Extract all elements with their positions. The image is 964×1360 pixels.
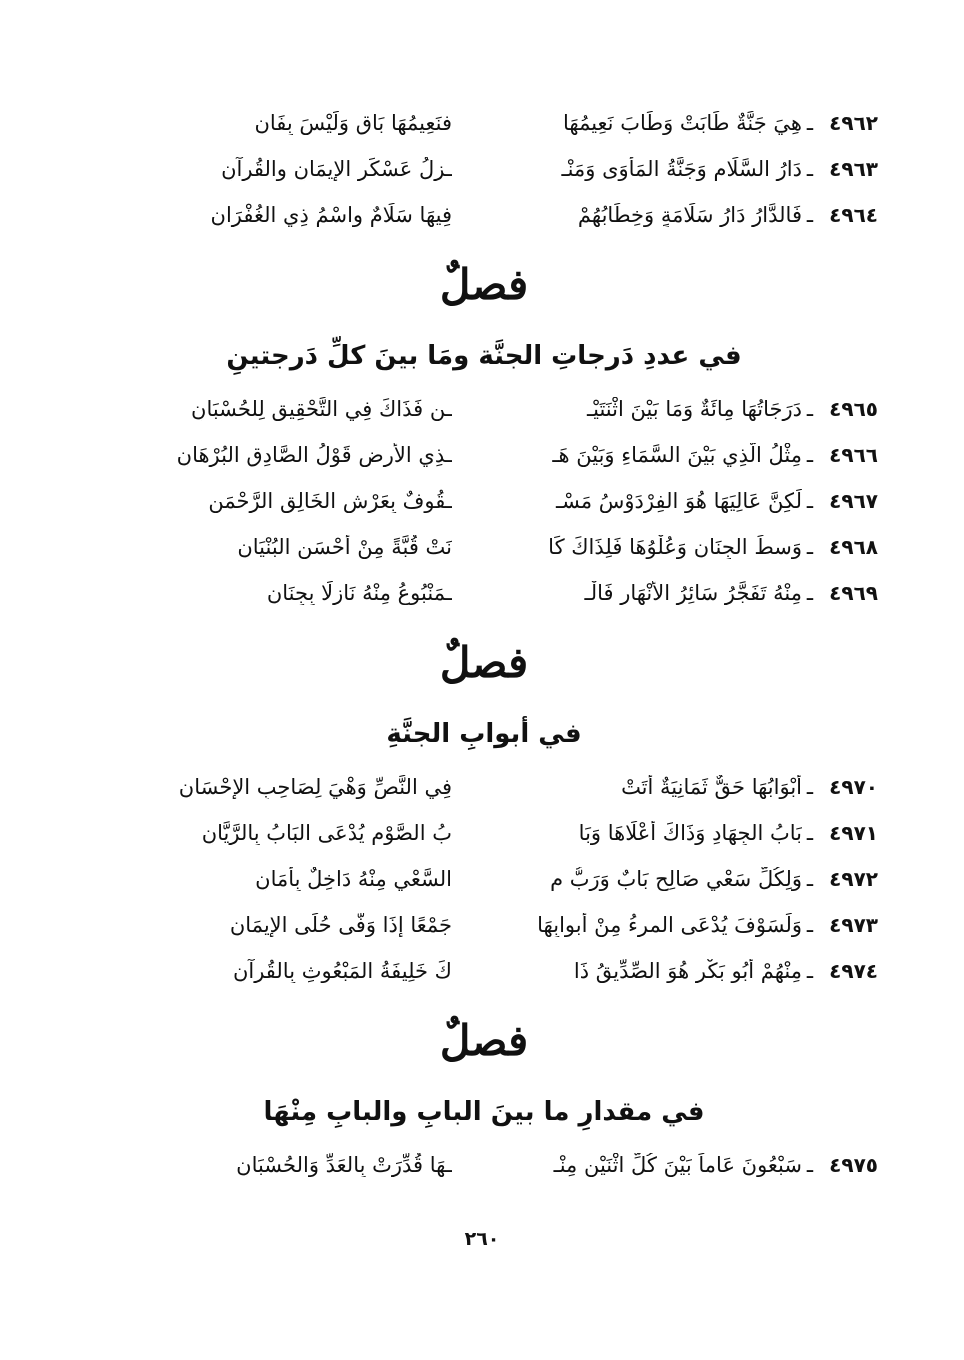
verse-second-hemistich: فِيهَا سَلَامٌ واسْمُ ذِي الغُفْرَانِ	[210, 203, 452, 227]
verse-row	[90, 192, 878, 238]
verse-row	[90, 432, 878, 478]
verse-number: ٤٩٧٢	[829, 867, 878, 891]
verse-row	[90, 524, 878, 570]
verse-dash: ـ	[806, 581, 814, 605]
verse-number: ٤٩٦٢	[829, 111, 878, 135]
verse-second-hemistich: ـذِي الأرضِ قَوْلُ الصَّادِقِ البُرْهَانِ	[176, 443, 452, 467]
verse-row	[90, 100, 878, 146]
verse-row	[90, 856, 878, 902]
verse-first-hemistich: بَابُ الجِهَادِ وَذَاكَ أَعْلَاهَا وَبَا	[578, 821, 802, 845]
verse-dash: ـ	[806, 489, 814, 513]
section-heading: في عددِ دَرجاتِ الجنَّة ومَا بينَ كلِّ دَرجتينِ	[226, 341, 742, 371]
verse-first-hemistich: وَلَسَوْفَ يُدْعَى المرءُ مِنْ أبوابِهَا	[537, 913, 802, 937]
verse-second-hemistich: السَّعْيِ مِنْهُ دَاخِلٌ بِأَمَانِ	[255, 867, 452, 891]
section-marker: فصلٌ	[439, 259, 529, 309]
verse-number: ٤٩٧٤	[829, 959, 878, 983]
verse-dash: ـ	[806, 775, 814, 799]
verse-number: ٤٩٦٧	[829, 489, 878, 513]
verse-dash: ـ	[806, 443, 814, 467]
verse-dash: ـ	[806, 959, 814, 983]
section-marker: فصلٌ	[439, 637, 529, 687]
verse-row	[90, 902, 878, 948]
verse-first-hemistich: أَبْوَابُهَا حَقٌّ ثَمَانِيَةٌ أَتَتْ	[621, 775, 802, 799]
verse-number: ٤٩٧٥	[829, 1153, 878, 1177]
verse-number: ٤٩٦٨	[829, 535, 878, 559]
verse-dash: ـ	[806, 203, 814, 227]
verse-dash: ـ	[806, 1153, 814, 1177]
verse-number: ٤٩٦٦	[829, 443, 878, 467]
verse-dash: ـ	[806, 821, 814, 845]
verse-row	[90, 948, 878, 994]
verse-first-hemistich: وَسطَ الجِنَانِ وَعُلْوُهَا فَلِذَاكَ كَا	[548, 535, 802, 559]
verse-row	[90, 478, 878, 524]
verse-dash: ـ	[806, 397, 814, 421]
verse-row	[90, 1142, 878, 1188]
verse-second-hemistich: ـقُوفٌ بِعَرْشِ الخَالِقِ الرَّحْمَنِ	[208, 489, 452, 513]
verse-first-hemistich: لَكِنَّ عَالِيَهَا هُوَ الفِرْدَوْسُ مَسْـ	[555, 489, 802, 513]
section-3	[90, 994, 878, 1188]
verse-first-hemistich: مِنْهُ تَفَجَّرُ سَائِرُ الأَنْهَارِ فَالْـ	[584, 581, 802, 605]
verse-dash: ـ	[806, 913, 814, 937]
page-content	[90, 100, 878, 1188]
verse-second-hemistich: ـمَنْبُوعُ مِنْهُ نَازِلًا بِجِنَانِ	[266, 581, 452, 605]
page-number: ٢٦٠	[464, 1228, 500, 1250]
verse-row	[90, 146, 878, 192]
section-heading: في مقدارِ ما بينَ البابِ والبابِ مِنْهَا	[263, 1097, 705, 1127]
verse-first-hemistich: هِيَ جَنَّةٌ طَابَتْ وَطَابَ نَعِيمُهَا	[563, 111, 802, 135]
section-heading: في أبوابِ الجنَّةِ	[386, 719, 582, 749]
verse-dash: ـ	[806, 157, 814, 181]
verse-row	[90, 810, 878, 856]
verse-first-hemistich: وَلِكُلِّ سَعْيٍ صَالِحٍ بَابٌ وَرَبُّ م	[550, 867, 802, 891]
verse-dash: ـ	[806, 867, 814, 891]
verse-first-hemistich: دَرَجَاتُهَا مِائَةٌ وَمَا بَيْنَ اثْنَتَيْـ	[586, 397, 802, 421]
verse-number: ٤٩٧٠	[829, 775, 878, 799]
section-2	[90, 616, 878, 994]
verse-number: ٤٩٦٥	[829, 397, 878, 421]
verse-second-hemistich: فنَعِيمُهَا بَاقٍ وَلَيْسَ بِفَانِ	[254, 111, 452, 135]
verse-second-hemistich: فِي النَّصِّ وَهْيَ لِصَاحِبِ الإِحْسَانِ	[178, 775, 452, 799]
verse-first-hemistich: مِثْلُ الَّذِي بَيْنَ السَّمَاءِ وَبَيْنَ هَـ	[552, 443, 802, 467]
verse-first-hemistich: مِنْهُمْ أَبُو بَكْرٍ هُوَ الصِّدِّيقُ ذَا	[573, 959, 802, 983]
verse-second-hemistich: كَ خَلِيفَةُ المَبْعُوثِ بِالقُرآنِ	[232, 959, 452, 983]
verse-row	[90, 570, 878, 616]
verse-second-hemistich: ـهَا قُدِّرَتْ بِالعَدِّ وَالحُسْبَانِ	[236, 1153, 452, 1177]
verse-first-hemistich: دَارُ السَّلَامِ وَجَنَّةُ المَأْوَى وَمَنْـ	[561, 157, 802, 181]
verse-first-hemistich: فَالدَّارُ دَارُ سَلَامَةٍ وَخِطَابُهُمْ	[577, 203, 802, 227]
verse-second-hemistich: جَمْعًا إِذَا وَفَّى حُلَى الإِيمَانِ	[229, 913, 452, 937]
verse-second-hemistich: ـنِ فَذَاكَ فِي التَّحْقِيقِ لِلحُسْبَانِ	[191, 397, 452, 421]
verse-dash: ـ	[806, 111, 814, 135]
verse-number: ٤٩٦٩	[829, 581, 878, 605]
verse-number: ٤٩٦٣	[829, 157, 878, 181]
section-0	[90, 100, 878, 238]
verse-second-hemistich: بُ الصَّوْمِ يُدْعَى البَابُ بِالرَّيَّانِ	[201, 821, 452, 845]
verse-number: ٤٩٧٣	[829, 913, 878, 937]
verse-first-hemistich: سَبْعُونَ عَاماً بَيْنَ كُلِّ اثْنَيْنِ مِنْـ	[553, 1153, 802, 1177]
verse-number: ٤٩٧١	[829, 821, 878, 845]
verse-row	[90, 764, 878, 810]
section-marker: فصلٌ	[439, 1015, 529, 1065]
verse-row	[90, 386, 878, 432]
verse-second-hemistich: نَتْ قُبَّةً مِنْ أَحْسَنِ البُنْيَانِ	[237, 535, 452, 559]
verse-number: ٤٩٦٤	[829, 203, 878, 227]
verse-dash: ـ	[806, 535, 814, 559]
verse-second-hemistich: ـزِلُ عَسْكَرِ الإِيمَانِ والقُرآنِ	[221, 157, 452, 181]
section-1	[90, 238, 878, 616]
